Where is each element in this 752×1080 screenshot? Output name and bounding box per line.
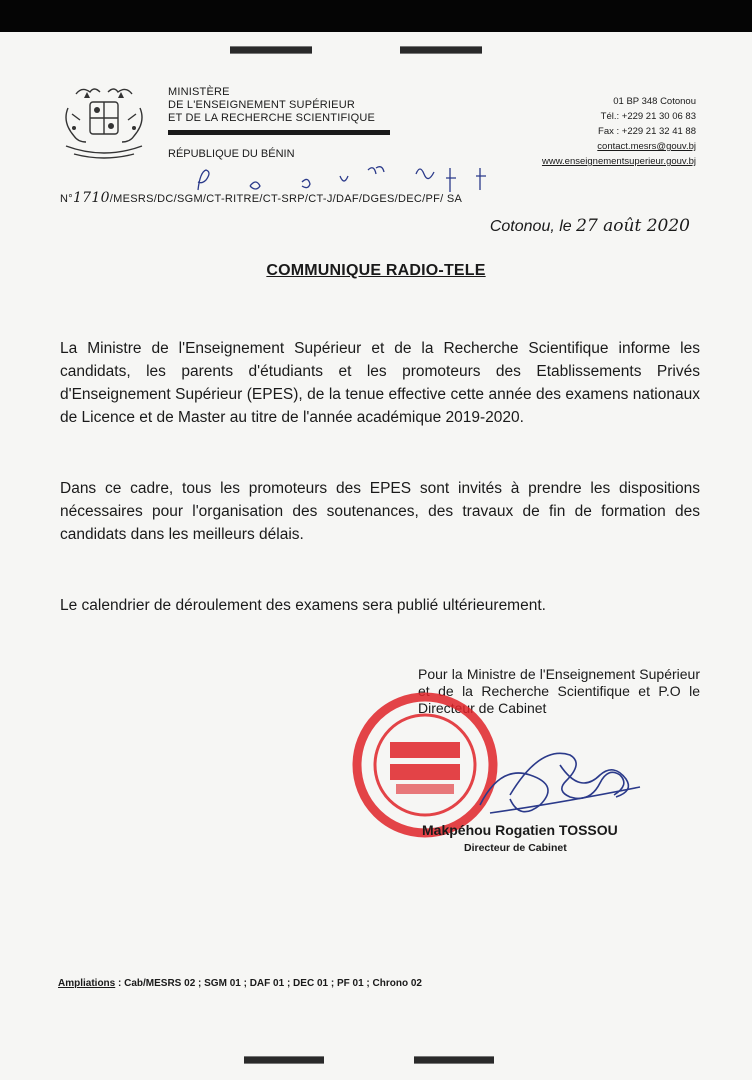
republic-name: RÉPUBLIQUE DU BÉNIN bbox=[168, 148, 295, 160]
website-link[interactable]: www.enseignementsuperieur.gouv.bj bbox=[541, 156, 696, 167]
reference-handwritten-number: 1710 bbox=[72, 190, 110, 206]
handwritten-date: 27 août 2020 bbox=[576, 216, 690, 236]
signatory-role: Directeur de Cabinet bbox=[464, 842, 567, 854]
signature-mention: Pour la Ministre de l'Enseignement Supérieur et de la Recherche Scientifique et P.O le Directeur de Cabinet bbox=[418, 666, 700, 716]
ministry-line-2: DE L'ENSEIGNEMENT SUPÉRIEUR bbox=[168, 99, 356, 111]
header-rule bbox=[168, 130, 390, 135]
email-link[interactable]: contact.mesrs@gouv.bj bbox=[597, 141, 696, 152]
scan-top-border bbox=[0, 0, 752, 32]
contact-block bbox=[542, 94, 696, 169]
reference-suffix: /MESRS/DC/SGM/CT-RITRE/CT-SRP/CT-J/DAF/DGES/DEC/PF/ SA bbox=[109, 193, 463, 205]
body-paragraph-1: La Ministre de l'Enseignement Supérieur et de la Recherche Scientifique informe les candidats, les parents d'étudiants et les promoteurs des Etablissements Privés d'Enseignement Supérieur (EPES), de la tenue effective cette année des examens nationaux de Licence et de Master au titre de l'année académique 2019-2020. bbox=[60, 340, 700, 426]
ampliations bbox=[58, 978, 422, 989]
footer-mark-right bbox=[414, 1056, 494, 1064]
ministry-line-1: MINISTÈRE bbox=[168, 86, 230, 98]
header-mark-right bbox=[400, 46, 482, 54]
ampliations-list: : Cab/MESRS 02 ; SGM 01 ; DAF 01 ; DEC 01 ; PF 01 ; Chrono 02 bbox=[115, 978, 422, 989]
body-paragraph-3: Le calendrier de déroulement des examens sera publié ultérieurement. bbox=[60, 597, 546, 614]
ampliations-label: Ampliations bbox=[58, 978, 116, 989]
ministry-name bbox=[168, 86, 375, 125]
body-paragraph-2: Dans ce cadre, tous les promoteurs des EPES sont invités à prendre les dispositions nécessaires pour l'organisation des soutenances, des travaux de fin de formation des candidats dans les meilleurs délais. bbox=[60, 480, 700, 543]
reference-prefix: N° bbox=[60, 193, 73, 205]
coat-of-arms-icon bbox=[54, 84, 154, 164]
postal-address: 01 BP 348 Cotonou bbox=[613, 96, 696, 107]
document-title: COMMUNIQUE RADIO-TELE bbox=[266, 262, 486, 279]
telephone: Tél.: +229 21 30 06 83 bbox=[600, 111, 696, 122]
city: Cotonou, le bbox=[489, 218, 572, 235]
fax: Fax : +229 21 32 41 88 bbox=[598, 126, 696, 137]
header-mark-left bbox=[230, 46, 312, 54]
handwritten-signature-icon bbox=[470, 735, 660, 825]
place-and-date bbox=[490, 216, 690, 236]
reference-number bbox=[60, 190, 462, 206]
footer-mark-left bbox=[244, 1056, 324, 1064]
ministry-line-3: ET DE LA RECHERCHE SCIENTIFIQUE bbox=[168, 112, 376, 124]
signatory-name: Makpéhou Rogatien TOSSOU bbox=[422, 822, 618, 838]
